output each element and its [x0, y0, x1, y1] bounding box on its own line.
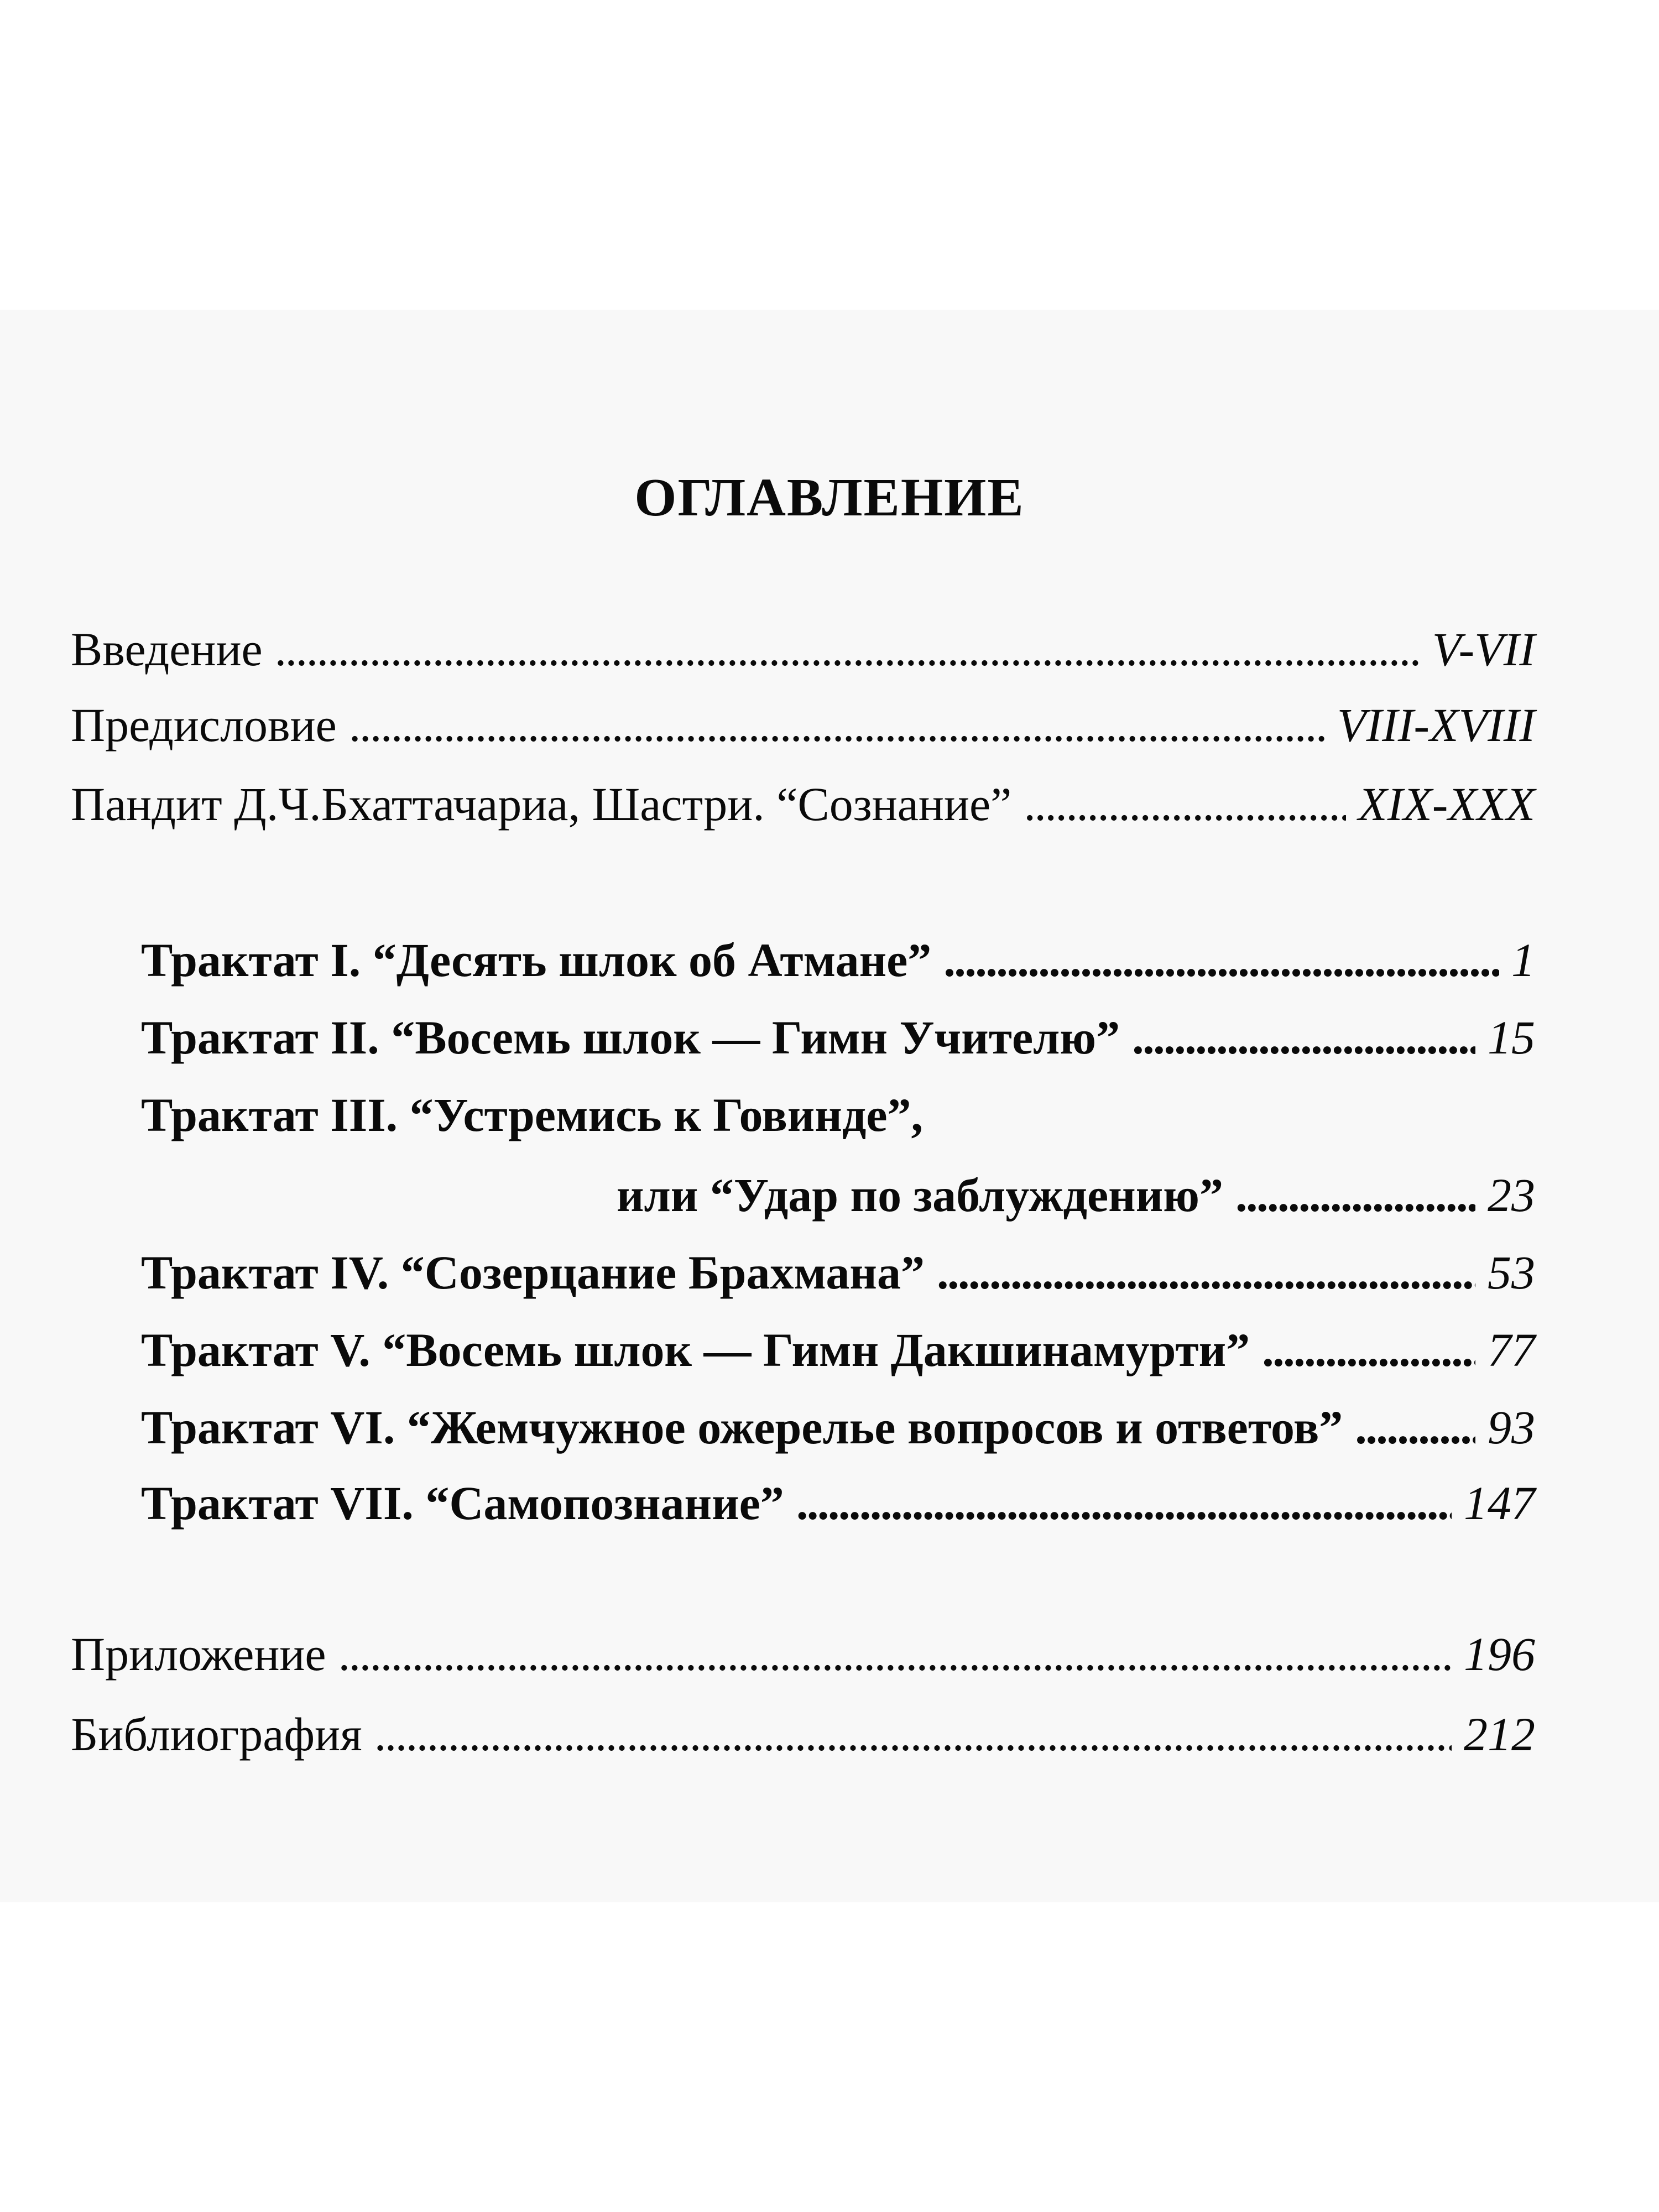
toc-entry-treatise-3	[141, 1084, 1535, 1146]
toc-entry-label: Предисловие	[71, 698, 337, 752]
leader-dots	[1262, 1319, 1475, 1381]
toc-entry-label: Приложение	[71, 1627, 326, 1681]
leader-dots	[796, 1472, 1452, 1534]
toc-entry-page: XIX-XXX	[1358, 778, 1535, 831]
leader-dots	[1355, 1396, 1475, 1458]
toc-entry-page: 196	[1464, 1627, 1535, 1681]
toc-entry-page: 23	[1488, 1168, 1535, 1222]
leader-dots	[1024, 773, 1346, 835]
toc-entry-page: 1	[1511, 933, 1535, 987]
toc-entry-treatise-6	[141, 1396, 1535, 1458]
leader-dots	[349, 694, 1325, 756]
toc-entry-label: Введение	[71, 623, 263, 676]
toc-entry-consciousness	[71, 773, 1535, 835]
toc-entry-treatise-2	[141, 1006, 1535, 1068]
toc-entry-preface	[71, 694, 1535, 756]
toc-entry-treatise-4	[141, 1241, 1535, 1303]
toc-entry-page: 53	[1488, 1246, 1535, 1299]
leader-dots	[275, 618, 1420, 680]
toc-entry-label: Трактат I. “Десять шлок об Атмане”	[141, 933, 932, 987]
toc-entry-label: Трактат III. “Устремись к Говинде”,	[141, 1088, 924, 1141]
toc-entry-appendix	[71, 1623, 1535, 1685]
toc-entry-introduction	[71, 618, 1535, 680]
toc-entry-label: Трактат II. “Восемь шлок — Гимн Учителю”	[141, 1011, 1120, 1064]
toc-entry-treatise-3-continuation	[617, 1164, 1535, 1226]
toc-entry-label: или “Удар по заблуждению”	[617, 1168, 1223, 1222]
toc-entry-label: Трактат V. “Восемь шлок — Гимн Дакшинамурти”	[141, 1323, 1250, 1376]
leader-dots	[338, 1623, 1452, 1685]
leader-dots	[1235, 1164, 1475, 1226]
toc-entry-bibliography	[71, 1703, 1535, 1765]
toc-entry-label: Трактат VII. “Самопознание”	[141, 1477, 784, 1530]
toc-entry-label: Пандит Д.Ч.Бхаттачариа, Шастри. “Сознание”	[71, 778, 1012, 831]
toc-entry-treatise-7	[141, 1472, 1535, 1534]
toc-title: ОГЛАВЛЕНИЕ	[634, 468, 1025, 528]
toc-entry-page: V-VII	[1432, 623, 1535, 676]
toc-entry-page: 147	[1464, 1477, 1535, 1530]
toc-entry-label: Библиография	[71, 1708, 362, 1761]
leader-dots	[374, 1703, 1452, 1765]
toc-entry-page: 93	[1488, 1401, 1535, 1454]
leader-dots	[937, 1241, 1475, 1303]
leader-dots	[1132, 1006, 1475, 1068]
toc-entry-treatise-1	[141, 929, 1535, 991]
toc-entry-treatise-5	[141, 1319, 1535, 1381]
toc-entry-page: 15	[1488, 1011, 1535, 1064]
toc-entry-label: Трактат IV. “Созерцание Брахмана”	[141, 1246, 925, 1299]
toc-entry-page: VIII-XVIII	[1337, 698, 1535, 752]
toc-entry-page: 77	[1488, 1323, 1535, 1376]
leader-dots	[943, 929, 1499, 991]
toc-entry-label: Трактат VI. “Жемчужное ожерелье вопросов и ответов”	[141, 1401, 1343, 1454]
toc-entry-page: 212	[1464, 1708, 1535, 1761]
